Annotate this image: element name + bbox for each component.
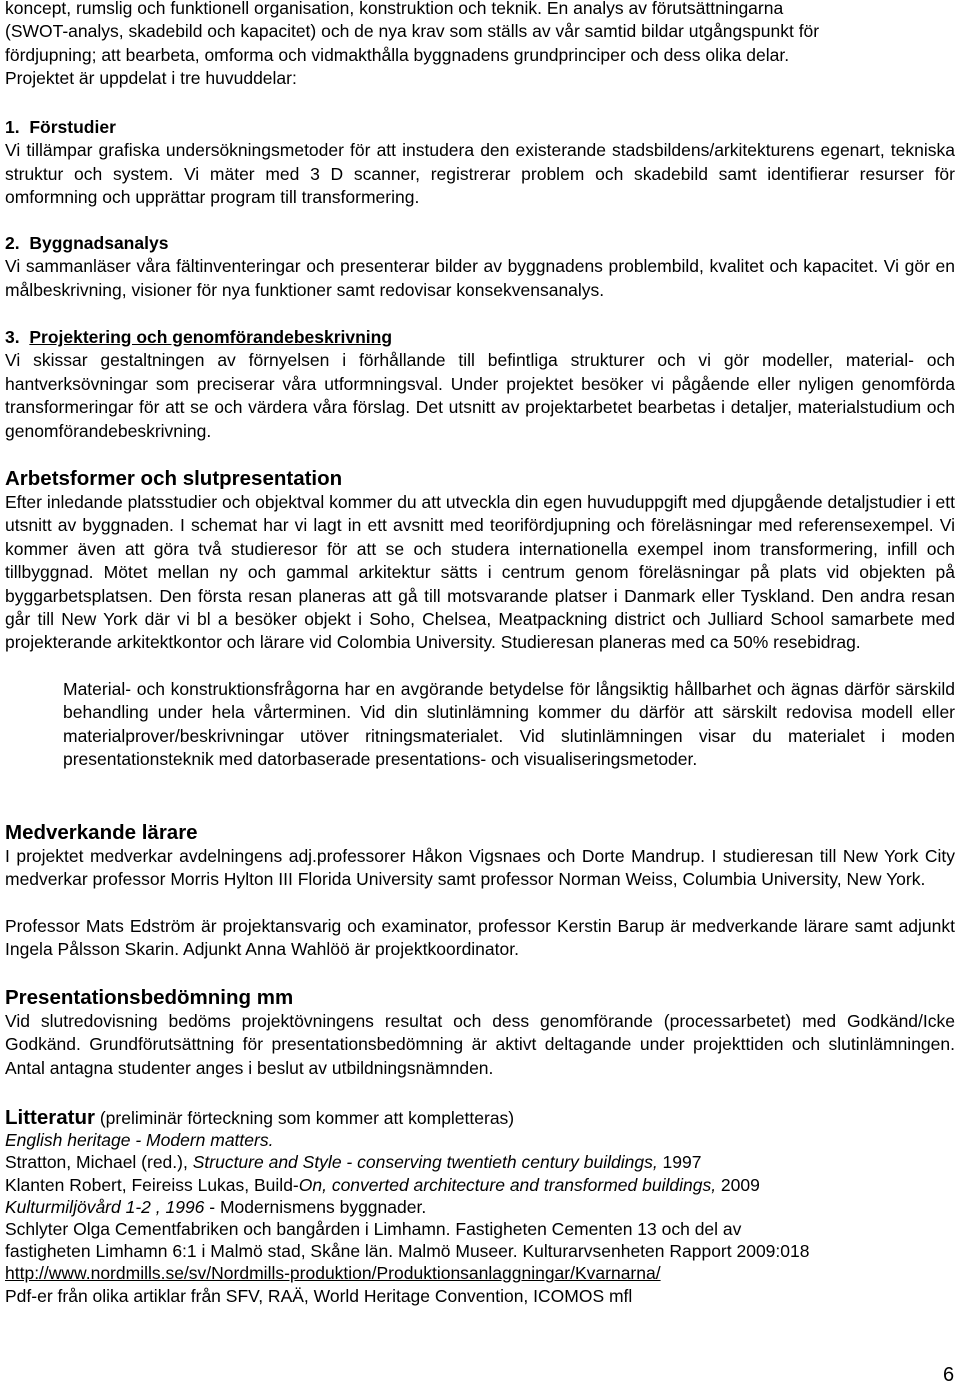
section-heading-arbetsformer: Arbetsformer och slutpresentation [5, 467, 343, 490]
medverkande-paragraph-2: Professor Mats Edström är projektansvarig och examinator, professor Kerstin Barup är medverkande lärare samt adjunkt Ingela Pålsson Skarin. Adjunkt Anna Wahlöö är projektkoordinator. [5, 916, 955, 960]
presentation-paragraph: Vid slutredovisning bedöms projektövningens resultat och dess genomförande (processarbetet) med Godkänd/Icke Godkänd. Grundförutsättning för presentationsbedömning är aktivt deltagande under projekttiden och slutinlämningen. Antal antagna studenter anges i beslut av utbildningsnämnden. [5, 1011, 955, 1078]
section-heading-medverkande: Medverkande lärare [5, 821, 198, 844]
reference-year: 2009 [716, 1174, 760, 1195]
part-3 [5, 326, 955, 443]
arbetsformer-paragraph-1: Efter inledande platsstudier och objektval kommer du att utveckla din egen huvuduppgift med djupgående detaljstudier i ett utsnitt av byggnaden. I schemat har vi lagt in ett avsnitt med teorifördjupning och föreläsningar med referensexempel. Vi kommer även att göra två studieresor för att se och studera internationella exempel inom transformering, infill och tillbyggnad. Mötet mellan ny och gammal arkitektur sätts i centrum genom föreläsningar på plats vid objekten på byggarbetsplatsen. Den första resan planeras att gå till motsvarande platser i Danmark eller Tyskland. Den andra resan går till New York där vi bl a besöker objekt i Soho, Chelsea, Meatpackning district och Julliard School samarbete med projekterande arkitektkontor och lärare vid Colombia University. Studieresan planeras med ca 50% resebidrag. [5, 492, 955, 653]
part-1 [5, 116, 955, 210]
reference-link[interactable]: http://www.nordmills.se/sv/Nordmills-produktion/Produktionsanlaggningar/Kvarnarna/ [5, 1263, 661, 1284]
reference-title: Structure and Style - conserving twentieth century buildings, [192, 1152, 658, 1173]
part-2-title: Byggnadsanalys [29, 233, 169, 253]
reference-author: Stratton, Michael (red.), [5, 1152, 193, 1173]
reference-title: On, converted architecture and transformed buildings, [298, 1174, 717, 1195]
part-1-title: Förstudier [29, 117, 116, 137]
reference-item: Schlyter Olga Cementfabriken och bangården i Limhamn. Fastigheten Cementen 13 och del av [5, 1219, 742, 1240]
reference-author: Klanten Robert, Feireiss Lukas, Build- [5, 1174, 299, 1195]
litteratur-section [5, 1107, 955, 1307]
intro-line: (SWOT-analys, skadebild och kapacitet) och de nya krav som ställs av vår samtid bildar utgångspunkt för [5, 21, 820, 42]
reference-item [5, 1196, 955, 1218]
part-1-heading [5, 116, 955, 139]
part-3-heading [5, 326, 955, 349]
intro-line: fördjupning; att bearbeta, omforma och vidmakthålla byggnadens grundprinciper och dess olika delar. [5, 44, 790, 65]
arbetsformer-paragraph-2: Material- och konstruktionsfrågorna har en avgörande betydelse för långsiktig hållbarhet och ägnas därför särskild behandling under hela vårterminen. Vid din slutinlämning kommer du därför att särskilt redovisa modell eller materialprover/beskrivningar utöver ritningsmaterialet. Vid slutinlämningen visar du materialet i moden presentationsteknik med datorbaserade presentations- och visualiseringsmetoder. [63, 679, 955, 770]
intro-paragraph [5, 0, 955, 91]
part-3-text: Vi skissar gestaltningen av förnyelsen i förhållande till befintliga strukturer och vi gör modeller, material- och hantverksövningar som preciserar våra utformningsval. Under projektet besöker vi pågående eller nyligen genomförda transformeringar för att se och värdera våra förslag. Det utsnitt av projektarbetet bearbetas i detaljer, materialstudium och genomförandebeskrivning. [5, 350, 955, 441]
intro-line: koncept, rumslig och funktionell organisation, konstruktion och teknik. En analys av förutsättningarna [5, 0, 784, 18]
part-2 [5, 232, 955, 302]
page-number: 6 [943, 1364, 955, 1386]
reference-item: English heritage - Modern matters. [5, 1130, 274, 1151]
part-3-number: 3. [5, 327, 20, 347]
part-2-text: Vi sammanläser våra fältinventeringar och presenterar bilder av byggnadens problembild, kvalitet och kapacitet. Vi gör en målbeskrivning, visioner för nya funktioner samt redovisar konsekvensanalys. [5, 256, 955, 300]
reference-item [5, 1174, 955, 1196]
medverkande-paragraph-1: I projektet medverkar avdelningens adj.professorer Håkon Vigsnaes och Dorte Mandrup. I studieresan till New York City medverkar professor Morris Hylton III Florida University samt professor Norman Weiss, Columbia University, New York. [5, 846, 955, 890]
reference-year: 1997 [657, 1152, 702, 1173]
reference-title: Kulturmiljövård 1-2 , 1996 [5, 1196, 205, 1217]
part-2-heading [5, 232, 955, 255]
reference-item: Pdf-er från olika artiklar från SFV, RAÄ, World Heritage Convention, ICOMOS mfl [5, 1285, 633, 1306]
part-1-text: Vi tillämpar grafiska undersökningsmetoder för att instudera den existerande stadsbildens/arkitekturens egenart, tekniska struktur och system. Vi mäter med 3 D scanner, registrerar problem och skadebild samt identifierar resurser för omformning och upprättar program till transformering. [5, 140, 955, 208]
reference-item: fastigheten Limhamn 6:1 i Malmö stad, Skåne län. Malmö Museer. Kulturarvsenheten Rapport 2009:018 [5, 1241, 810, 1262]
part-3-title: Projektering och genomförandebeskrivning [29, 327, 393, 347]
reference-item [5, 1151, 955, 1173]
part-2-number: 2. [5, 233, 20, 253]
litteratur-note: (preliminär förteckning som kommer att kompletteras) [94, 1108, 515, 1128]
reference-subtitle: - Modernismens byggnader. [204, 1196, 427, 1217]
intro-line: Projektet är uppdelat i tre huvuddelar: [5, 68, 297, 89]
section-heading-presentation: Presentationsbedömning mm [5, 986, 294, 1009]
section-heading-litteratur: Litteratur [5, 1106, 95, 1129]
part-1-number: 1. [5, 117, 20, 137]
litteratur-heading-line [5, 1107, 955, 1129]
